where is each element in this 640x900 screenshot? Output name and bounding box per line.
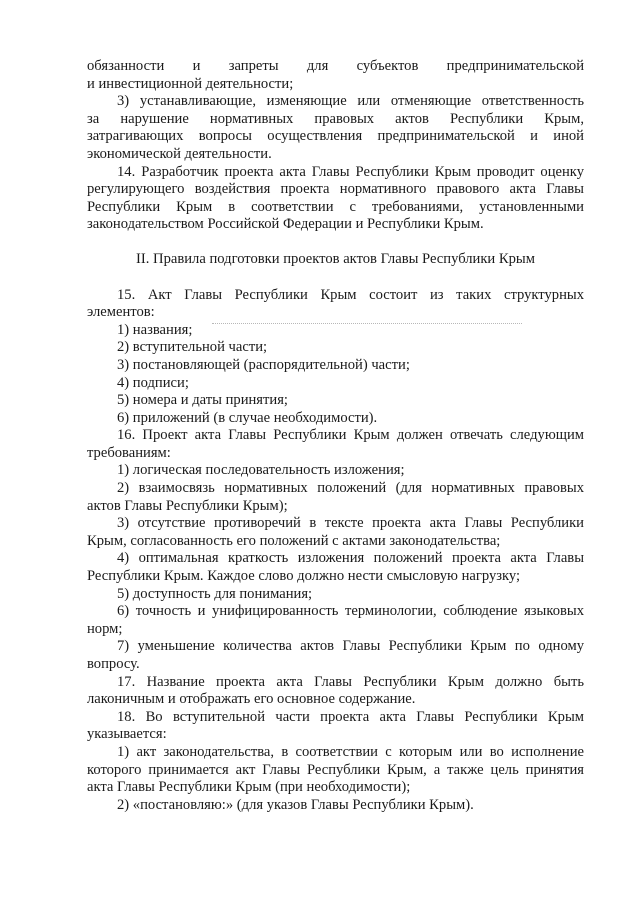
scan-noise [212, 323, 522, 326]
paragraph-line: требованиям: [87, 444, 171, 461]
paragraph-line: 1) логическая последовательность изложения; [117, 462, 405, 479]
paragraph-line: элементов: [87, 304, 155, 321]
paragraph-line: указывается: [87, 726, 167, 743]
paragraph-line: 2) «постановляю:» (для указов Главы Республики Крым). [117, 796, 474, 813]
paragraph-line: 4) подписи; [117, 374, 189, 391]
paragraph-line: 3) отсутствие противоречий в тексте проекта акта Главы Республики [117, 515, 584, 532]
paragraph-line: и инвестиционной деятельности; [87, 75, 294, 92]
paragraph-line: актов Главы Республики Крым); [87, 497, 288, 514]
paragraph-line: 14. Разработчик проекта акта Главы Республики Крым проводит оценку [117, 163, 584, 180]
paragraph-line: лаконичным и отображать его основное содержание. [87, 691, 416, 708]
spacer [87, 269, 584, 287]
section-heading: II. Правила подготовки проектов актов Главы Республики Крым [136, 250, 535, 267]
paragraph-line: регулирующего воздействия проекта нормативного правового акта Главы [87, 181, 584, 198]
paragraph-line: 18. Во вступительной части проекта акта Главы Республики Крым [117, 708, 584, 725]
paragraph-line: 3) постановляющей (распорядительной) части; [117, 356, 410, 373]
paragraph-line: 1) названия; [117, 321, 193, 338]
paragraph-line: обязанности и запреты для субъектов предпринимательской [87, 58, 584, 74]
paragraph-line: норм; [87, 620, 123, 637]
paragraph-line: Крым, согласованность его положений с актами законодательства; [87, 532, 501, 549]
paragraph-line: Республики Крым. Каждое слово должно нести смысловую нагрузку; [87, 568, 521, 585]
paragraph-line: вопросу. [87, 656, 140, 672]
paragraph-line: 15. Акт Главы Республики Крым состоит из таких структурных [117, 286, 584, 303]
paragraph-line: Республики Крым в соответствии с требованиями, установленными [87, 198, 584, 215]
paragraph-line: 3) устанавливающие, изменяющие или отменяющие ответственность [117, 93, 584, 110]
paragraph-line: 16. Проект акта Главы Республики Крым должен отвечать следующим [117, 427, 584, 444]
paragraph-line: затрагивающих вопросы осуществления предпринимательской и иной [87, 128, 584, 145]
paragraph-line: 17. Название проекта акта Главы Республики Крым должно быть [117, 673, 584, 690]
paragraph-line: которого принимается акт Главы Республики Крым, а также цель принятия [87, 761, 584, 778]
paragraph-line: 2) взаимосвязь нормативных положений (для нормативных правовых [117, 480, 584, 497]
paragraph-line: 1) акт законодательства, в соответствии с которым или во исполнение [117, 743, 584, 760]
paragraph-line: 6) точность и унифицированность терминологии, соблюдение языковых [117, 603, 584, 620]
paragraph-line: 2) вступительной части; [117, 339, 268, 356]
spacer [87, 234, 584, 251]
paragraph-line: за нарушение нормативных правовых актов Республики Крым, [87, 110, 584, 127]
paragraph-line: 4) оптимальная краткость изложения положений проекта акта Главы [117, 550, 584, 567]
paragraph-line: 5) номера и даты принятия; [117, 392, 288, 409]
paragraph-line: законодательством Российской Федерации и Республики Крым. [87, 216, 484, 233]
paragraph-line: 7) уменьшение количества актов Главы Республики Крым по одному [117, 638, 584, 655]
paragraph-line: 5) доступность для понимания; [117, 585, 313, 602]
paragraph-line: 6) приложений (в случае необходимости). [117, 409, 378, 426]
paragraph-line: акта Главы Республики Крым (при необходимости); [87, 779, 411, 796]
document-body [87, 58, 584, 814]
paragraph-line: экономической деятельности. [87, 145, 272, 162]
